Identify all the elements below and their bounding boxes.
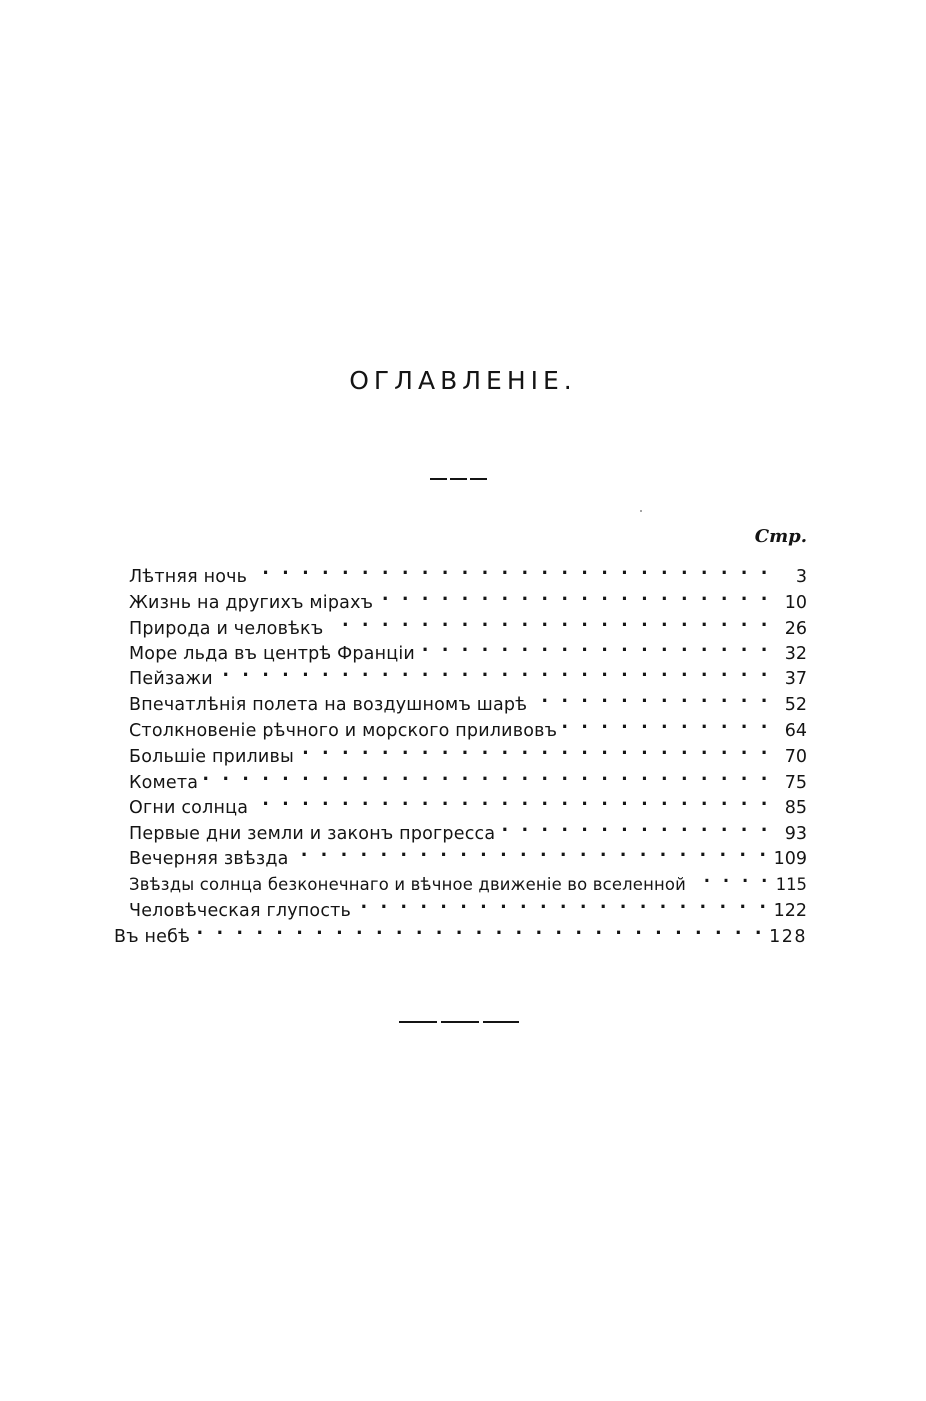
toc-entry-title: Первые дни земли и законъ прогресса (129, 824, 496, 844)
ornamental-rule-top (430, 478, 488, 480)
toc-entry-page: 37 (784, 669, 807, 689)
toc-entry-title: Море льда въ центрѣ Францiи (129, 644, 415, 664)
dot-leader (194, 916, 765, 942)
toc-entry[interactable] (129, 556, 807, 587)
toc-entry[interactable] (129, 710, 807, 741)
dot-leader (531, 684, 771, 710)
dot-leader (293, 838, 770, 864)
dot-leader (217, 658, 771, 684)
toc-entry-page: 128 (769, 927, 807, 947)
toc-entry[interactable] (129, 813, 807, 844)
toc-entry-page: 109 (773, 849, 807, 869)
toc-entry-page: 115 (775, 875, 807, 894)
toc-entry[interactable] (129, 762, 807, 793)
toc-entry-page: 70 (784, 747, 807, 767)
page-title: ОГЛАВЛЕНIЕ. (349, 366, 577, 395)
dot-leader (561, 710, 771, 736)
toc-entry[interactable] (129, 890, 807, 921)
dot-leader (499, 813, 771, 839)
toc-entry[interactable] (129, 658, 807, 689)
toc-entry-page: 10 (784, 593, 807, 613)
toc-entry-page: 75 (784, 773, 807, 793)
dot-leader (419, 633, 771, 659)
print-speck (640, 510, 642, 512)
toc-entry-page: 3 (795, 567, 807, 587)
toc-entry-page: 122 (773, 901, 807, 921)
toc-entry-page: 26 (784, 619, 807, 639)
toc-entry[interactable] (129, 864, 807, 894)
toc-entry-title: Звѣзды солнца безконечнаго и вѣчное движенiе во вселенной (129, 875, 686, 894)
dot-leader (252, 787, 771, 813)
dot-leader (377, 582, 771, 608)
toc-entry-title: Въ небѣ (114, 927, 191, 947)
toc-entry[interactable] (114, 916, 807, 947)
dot-leader (298, 736, 771, 762)
toc-entry-title: Вечерняя звѣзда (129, 849, 289, 869)
toc-entry-title: Огни солнца (129, 798, 249, 818)
dot-leader (690, 864, 771, 890)
toc-entry-page: 93 (784, 824, 807, 844)
toc-entry[interactable] (129, 608, 807, 639)
toc-entry-title: Лѣтняя ночь (129, 567, 248, 587)
toc-entry-page: 64 (784, 721, 807, 741)
dot-leader (355, 890, 770, 916)
dot-leader (202, 762, 771, 788)
toc-entry-title: Природа и человѣкъ (129, 619, 324, 639)
toc-entry[interactable] (129, 582, 807, 613)
ornamental-rule-bottom (399, 1021, 519, 1023)
dot-leader (251, 556, 771, 582)
page-column-label: Стр. (754, 526, 807, 547)
toc-entry-title: Столкновенiе рѣчного и морского приливовъ (129, 721, 558, 741)
toc-entry[interactable] (129, 633, 807, 664)
toc-entry-title: Пейзажи (129, 669, 213, 689)
toc-entry-title: Комета (129, 773, 199, 793)
toc-entry-page: 52 (784, 695, 807, 715)
toc-entry[interactable] (129, 838, 807, 869)
toc-entry-page: 85 (784, 798, 807, 818)
toc-entry-page: 32 (784, 644, 807, 664)
toc-entry-title: Жизнь на другихъ мiрахъ (129, 593, 374, 613)
toc-entry[interactable] (129, 684, 807, 715)
toc-entry-title: Впечатлѣнiя полета на воздушномъ шарѣ (129, 695, 528, 715)
toc-entry-title: Большiе приливы (129, 747, 295, 767)
toc-entry[interactable] (129, 787, 807, 818)
dot-leader (327, 608, 771, 634)
toc-entry-title: Человѣческая глупость (129, 901, 352, 921)
toc-entry[interactable] (129, 736, 807, 767)
